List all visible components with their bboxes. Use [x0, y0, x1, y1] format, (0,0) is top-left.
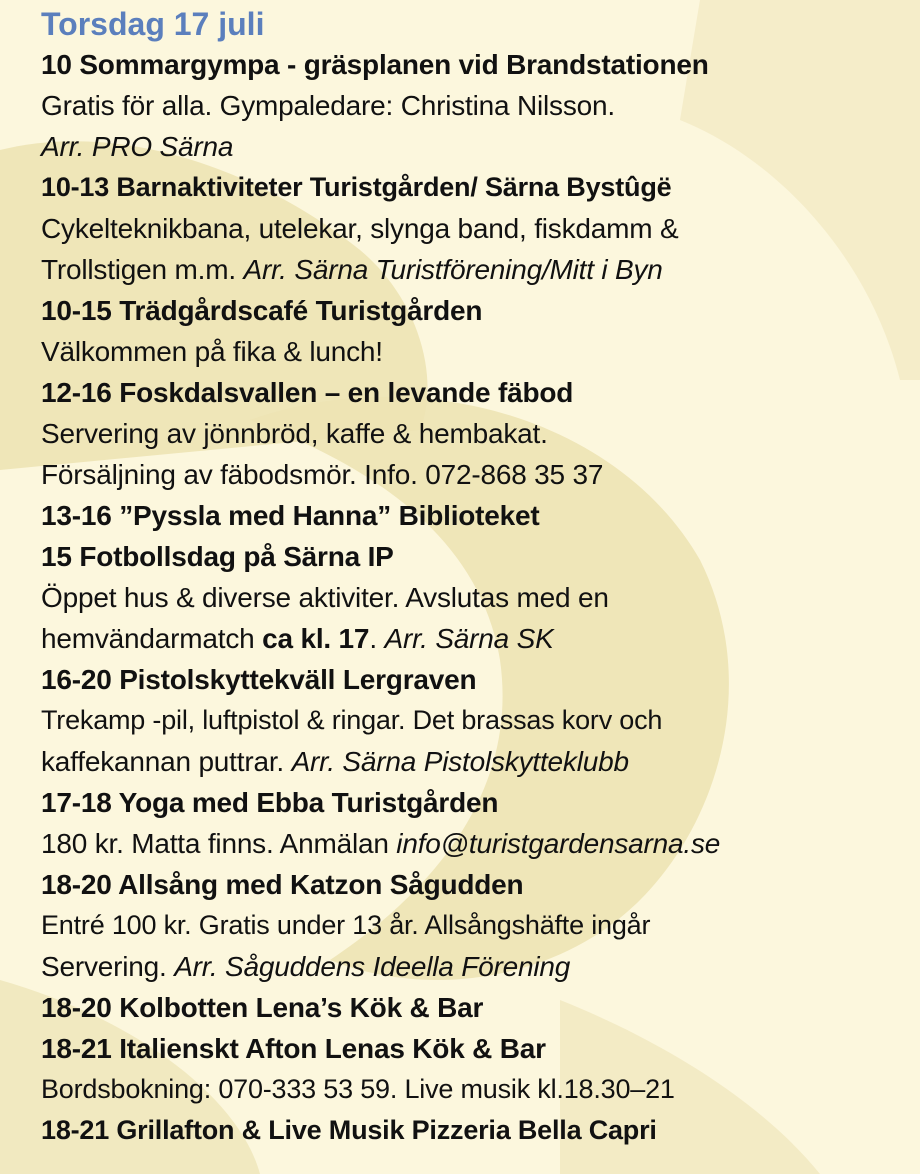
line-text: 180 kr. Matta finns. Anmälan — [41, 828, 397, 859]
event-title-line — [41, 782, 920, 823]
organizer-text: Arr. Särna Turistförening/Mitt i Byn — [243, 254, 663, 285]
line-text: 13-16 ”Pyssla med Hanna” Biblioteket — [41, 500, 540, 531]
organizer-text: info@turistgardensarna.se — [396, 828, 721, 859]
organizer-text: Arr. PRO Särna — [41, 131, 234, 162]
event-title-line — [41, 536, 920, 577]
event-detail-line — [41, 454, 920, 495]
event-title-line — [41, 1110, 920, 1151]
event-title-line — [41, 290, 920, 331]
line-text: 15 Fotbollsdag på Särna IP — [41, 541, 394, 572]
event-detail-line — [41, 700, 920, 741]
event-detail-line — [41, 331, 920, 372]
event-lines — [41, 44, 920, 1151]
event-title-line — [41, 44, 920, 85]
line-text: en — [676, 49, 709, 80]
line-text: 18-21 Italienskt Afton Lenas Kök & Bar — [41, 1033, 546, 1064]
event-title-line — [41, 167, 920, 208]
line-text: 18-21 Grillafton & Live Musik Pizzeria Bella Capri — [41, 1115, 657, 1145]
line-text: 18-20 Kolbotten Lena’s Kök & Bar — [41, 992, 484, 1023]
line-text: Välkommen på fika & lunch! — [41, 336, 383, 367]
event-schedule — [41, 4, 920, 1151]
line-text: hemvändarmatch — [41, 623, 263, 654]
line-text: 10 Sommargympa - gräsplanen vid Brandstation — [41, 49, 677, 80]
event-detail-line — [41, 577, 920, 618]
organizer-text: Arr. Såguddens Ideella Förening — [174, 951, 571, 982]
event-detail-line — [41, 249, 920, 290]
line-text: Servering av jönnbröd, kaffe & hembakat. — [41, 418, 548, 449]
line-text: Entré 100 kr. Gratis under 13 år. Allsångshäfte ingår — [41, 910, 651, 940]
event-detail-line — [41, 823, 920, 864]
line-text: Försäljning av fäbodsmör. Info. 072-868 35 37 — [41, 459, 604, 490]
event-title-line — [41, 864, 920, 905]
event-title-line — [41, 1028, 920, 1069]
event-detail-line — [41, 413, 920, 454]
event-detail-line — [41, 85, 920, 126]
line-text: 17-18 Yoga med Ebba Turistgården — [41, 787, 499, 818]
event-detail-line — [41, 208, 920, 249]
event-title-line — [41, 372, 920, 413]
schedule-date-heading: Torsdag 17 juli — [41, 6, 265, 42]
line-text: 10-13 Barnaktiviteter Turistgården/ Särna Bystûgë — [41, 172, 672, 202]
event-title-line — [41, 659, 920, 700]
line-text: 18-20 Allsång med Katzon Sågudden — [41, 869, 524, 900]
event-title-line — [41, 987, 920, 1028]
line-text: Cykelteknikbana, utelekar, slynga band, fiskdamm & — [41, 213, 679, 244]
line-text: Trollstigen m.m. — [41, 254, 244, 285]
event-detail-line — [41, 126, 920, 167]
line-text: Öppet hus & diverse aktiviter. Avslutas med en — [41, 582, 609, 613]
line-text: Gratis för alla. Gympaledare: Christina Nilsson. — [41, 90, 615, 121]
event-detail-line — [41, 905, 920, 946]
line-text: 16-20 Pistolskyttekväll Lergraven — [41, 664, 477, 695]
line-text: . — [369, 623, 385, 654]
line-text: ca kl. 17 — [262, 623, 370, 654]
organizer-text: Arr. Särna SK — [384, 623, 554, 654]
organizer-text: Arr. Särna Pistolskytteklubb — [291, 746, 629, 777]
event-detail-line — [41, 741, 920, 782]
event-title-line — [41, 495, 920, 536]
line-text: 10-15 Trädgårdscafé Turistgården — [41, 295, 483, 326]
line-text: 12-16 Foskdalsvallen – en levande fäbod — [41, 377, 574, 408]
event-detail-line — [41, 1069, 920, 1110]
event-detail-line — [41, 946, 920, 987]
line-text: kaffekannan puttrar. — [41, 746, 292, 777]
line-text: Servering. — [41, 951, 175, 982]
line-text: Trekamp -pil, luftpistol & ringar. Det brassas korv och — [41, 705, 663, 735]
line-text: Bordsbokning: 070-333 53 59. Live musik kl.18.30–21 — [41, 1074, 675, 1104]
event-detail-line — [41, 618, 920, 659]
